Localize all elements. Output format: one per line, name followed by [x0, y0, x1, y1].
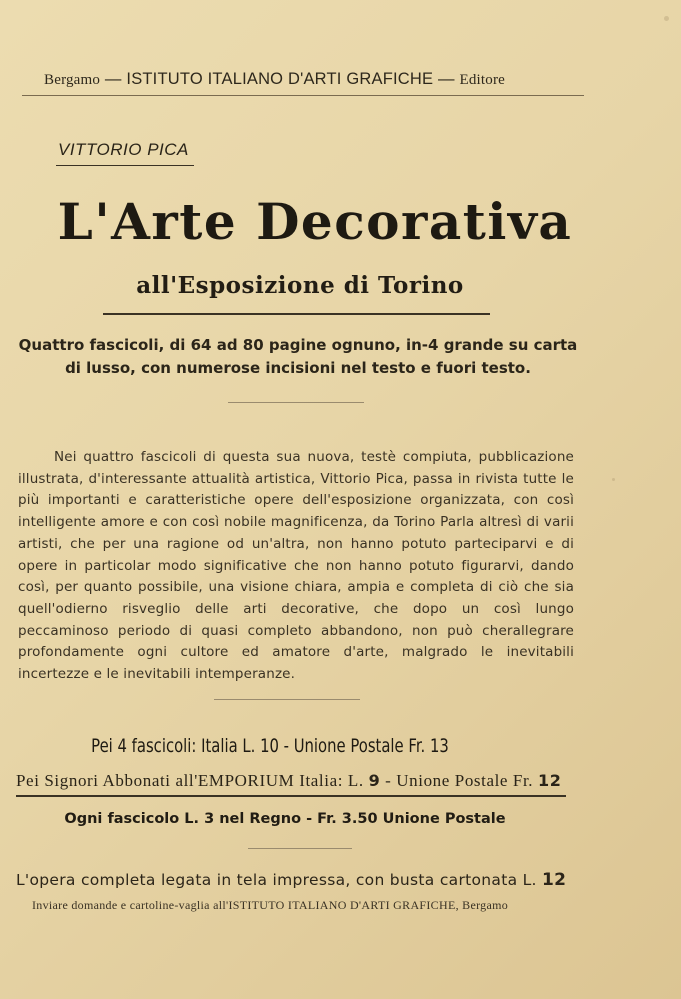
publisher-city: Bergamo: [44, 72, 101, 88]
publisher-dash: —: [100, 70, 127, 88]
divider: [16, 795, 566, 797]
complete-work-text: L'opera completa legata in tela impressa, con busta cartonata L.: [16, 871, 543, 889]
description: Quattro fascicoli, di 64 ad 80 pagine ognuno, in-4 grande su carta di lusso, con numerose incisioni nel testo e fuori testo.: [18, 336, 578, 377]
divider: [248, 848, 352, 849]
complete-work-price: 12: [542, 870, 567, 890]
subscribers-italy-price: 9: [368, 771, 381, 790]
subscribers-prefix: Pei Signori Abbonati all'EMPORIUM Italia: L.: [16, 771, 369, 790]
subscribers-postal-price: 12: [538, 771, 562, 790]
paper-spot: [664, 16, 669, 21]
divider: [214, 699, 360, 700]
divider: [56, 165, 194, 166]
divider: [103, 313, 490, 315]
publisher-name: ISTITUTO ITALIANO D'ARTI GRAFICHE: [126, 70, 434, 88]
single-issue-line: Ogni fascicolo L. 3 nel Regno - Fr. 3.50 Unione Postale: [64, 811, 506, 827]
subscribers-middle: - Unione Postale Fr.: [380, 771, 539, 790]
author-name: VITTORIO PICA: [58, 140, 189, 159]
price-line: Pei 4 fascicoli: Italia L. 10 - Unione Postale Fr. 13: [91, 735, 449, 757]
body-paragraph: Nei quattro fascicoli di questa sua nuova, testè compiuta, pubblicazione illustrata, d'interessante attualità artistica, Vittorio Pica, passa in rivista tutte le più importanti e caratteristiche opere dell'esposizione organizzata, con così intelligente amore e con così nobile magnificenza, da Torino Parla altresì di varii artisti, che per una ragione od un'altra, non hanno potuto parteciparvi e di opere in particolar modo significative che non hanno potuto figurarvi, dando così, per quanto possibile, una visione chiara, ampia e completa di ciò che sia quell'odierno risveglio delle arti decorative, che dopo un così lungo peccaminoso periodo di quasi completo abbandono, non può cherallegrare profondamente ogni cultore ed amatore d'arte, malgrado le inevitabili incertezze e le inevitabili intemperanze.: [18, 449, 574, 683]
page-title: L'Arte Decorativa: [57, 192, 573, 251]
publisher-line: [44, 70, 604, 89]
complete-work-line: [16, 870, 576, 890]
page-subtitle: all'Esposizione di Torino: [136, 272, 464, 299]
publisher-role: Editore: [459, 72, 506, 88]
subscribers-line: [16, 771, 576, 791]
divider: [22, 95, 584, 96]
paper-spot: [612, 478, 615, 481]
divider: [228, 402, 364, 403]
publisher-dash: —: [433, 70, 460, 88]
send-orders-line: Inviare domande e cartoline-vaglia all'ISTITUTO ITALIANO D'ARTI GRAFICHE, Bergamo: [32, 898, 509, 912]
